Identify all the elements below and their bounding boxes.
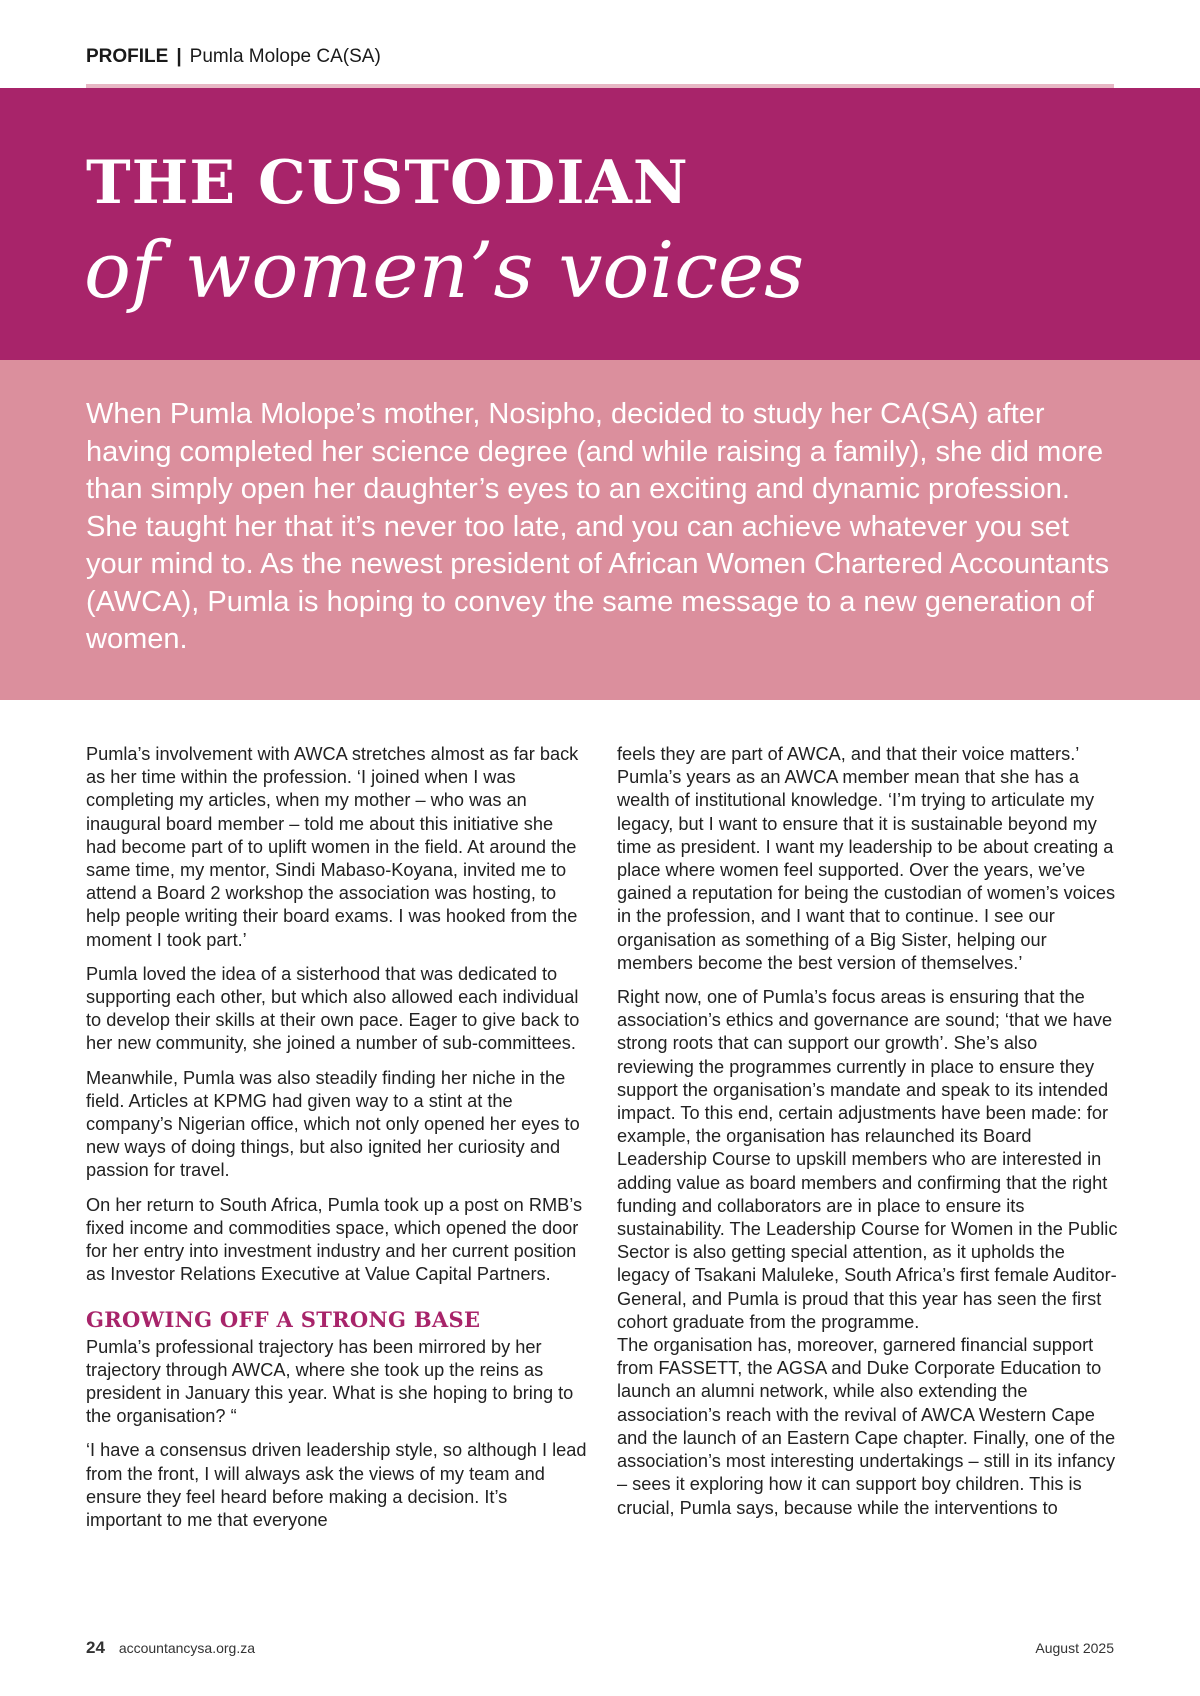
headline-line-2: of women’s voices bbox=[84, 226, 805, 316]
paragraph: Pumla’s involvement with AWCA stretches almost as far back as her time within the profession. ‘I joined when I was completing my articles, when my mother – who was an inaugural board member – told me about this initiative she had become part of to uplift women in the field. At around the same time, my mentor, Sindi Mabaso-Koyana, invited me to attend a Board 2 workshop the association was hosting, to help people writing their board exams. I was hooked from the moment I took part.’ bbox=[86, 744, 579, 950]
paragraph: The organisation has, moreover, garnered financial support from FASSETT, the AGSA and Duke Corporate Education to launch an alumni network, while also extending the association’s reach with the revival of AWCA Western Cape and the launch of an Eastern Cape chapter. Finally, one of the association’s most interesting undertakings – still in its infancy – sees it exploring how it can support boy children. This is crucial, Pumla says, because while the interventions to bbox=[617, 1335, 1116, 1518]
issue-date: August 2025 bbox=[1035, 1640, 1114, 1656]
section-label: PROFILE bbox=[86, 46, 169, 67]
paragraph: Right now, one of Pumla’s focus areas is ensuring that the association’s ethics and governance are sound; ‘that we have strong roots that can support our growth’. She’s also reviewing the programmes currently in place to ensure they support the organisation’s mandate and speak to its intended impact. To this end, certain adjustments have been made: for example, the organisation has relaunched its Board Leadership Course to upskill members who are interested in adding value as board members and confirming that the right funding and collaborators are in place to ensure its sustainability. The Leadership Course for Women in the Public Sector is also getting special attention, as it upholds the legacy of Tsakani Maluleke, South Africa’s first female Auditor-General, and Pumla is proud that this year has seen the first cohort graduate from the programme. bbox=[617, 987, 1118, 1332]
paragraph: Pumla loved the idea of a sisterhood that was dedicated to supporting each other, but which also allowed each individual to develop their skills at their own pace. Eager to give back to her new community, she joined a number of sub-committees. bbox=[86, 963, 580, 1054]
article-column-right bbox=[617, 743, 1119, 1531]
paragraph: Pumla’s professional trajectory has been mirrored by her trajectory through AWCA, where she took up the reins as president in January this year. What is she hoping to bring to the organisation? “ bbox=[86, 1336, 574, 1427]
paragraph: ‘I have a consensus driven leadership style, so although I lead from the front, I will always ask the views of my team and ensure they feel heard before making a decision. It’s important to me that everyone bbox=[86, 1440, 587, 1531]
subheading: GROWING OFF A STRONG BASE bbox=[86, 1307, 481, 1333]
paragraph: On her return to South Africa, Pumla took up a post on RMB’s fixed income and commodities space, which opened the door for her entry into investment industry and her current position as Investor Relations Executive at Value Capital Partners. bbox=[86, 1194, 583, 1285]
header-separator: | bbox=[176, 46, 182, 67]
page-number: 24 bbox=[86, 1638, 105, 1657]
footer-website: accountancysa.org.za bbox=[118, 1640, 256, 1656]
profile-subject: Pumla Molope CA(SA) bbox=[189, 46, 381, 67]
section-header bbox=[86, 46, 381, 68]
intro-standfirst: When Pumla Molope’s mother, Nosipho, decided to study her CA(SA) after having completed her science degree (and while raising a family), she did more than simply open her daughter’s eyes to an exciting and dynamic profession. She taught her that it’s never too late, and you can achieve whatever you set your mind to. As the newest president of African Women Chartered Accountants (AWCA), Pumla is hoping to convey the same message to a new generation of women. bbox=[86, 398, 1110, 655]
title-band bbox=[0, 88, 1200, 360]
paragraph: Meanwhile, Pumla was also steadily finding her niche in the field. Articles at KPMG had given way to a stint at the company’s Nigerian office, which not only opened her eyes to new ways of doing things, but also ignited her curiosity and passion for travel. bbox=[86, 1067, 580, 1181]
paragraph: feels they are part of AWCA, and that their voice matters.’ Pumla’s years as an AWCA member mean that she has a wealth of institutional knowledge. ‘I’m trying to articulate my legacy, but I want to ensure that it is sustainable beyond my time as president. I want my leadership to be about creating a place where women feel supported. Over the years, we’ve gained a reputation for being the custodian of women’s voices in the profession, and I want that to continue. I see our organisation as something of a Big Sister, helping our members become the best version of themselves.’ bbox=[617, 744, 1116, 973]
article-column-left bbox=[86, 743, 588, 1543]
page-footer bbox=[86, 1638, 1114, 1658]
headline-line-1: THE CUSTODIAN bbox=[86, 148, 689, 218]
